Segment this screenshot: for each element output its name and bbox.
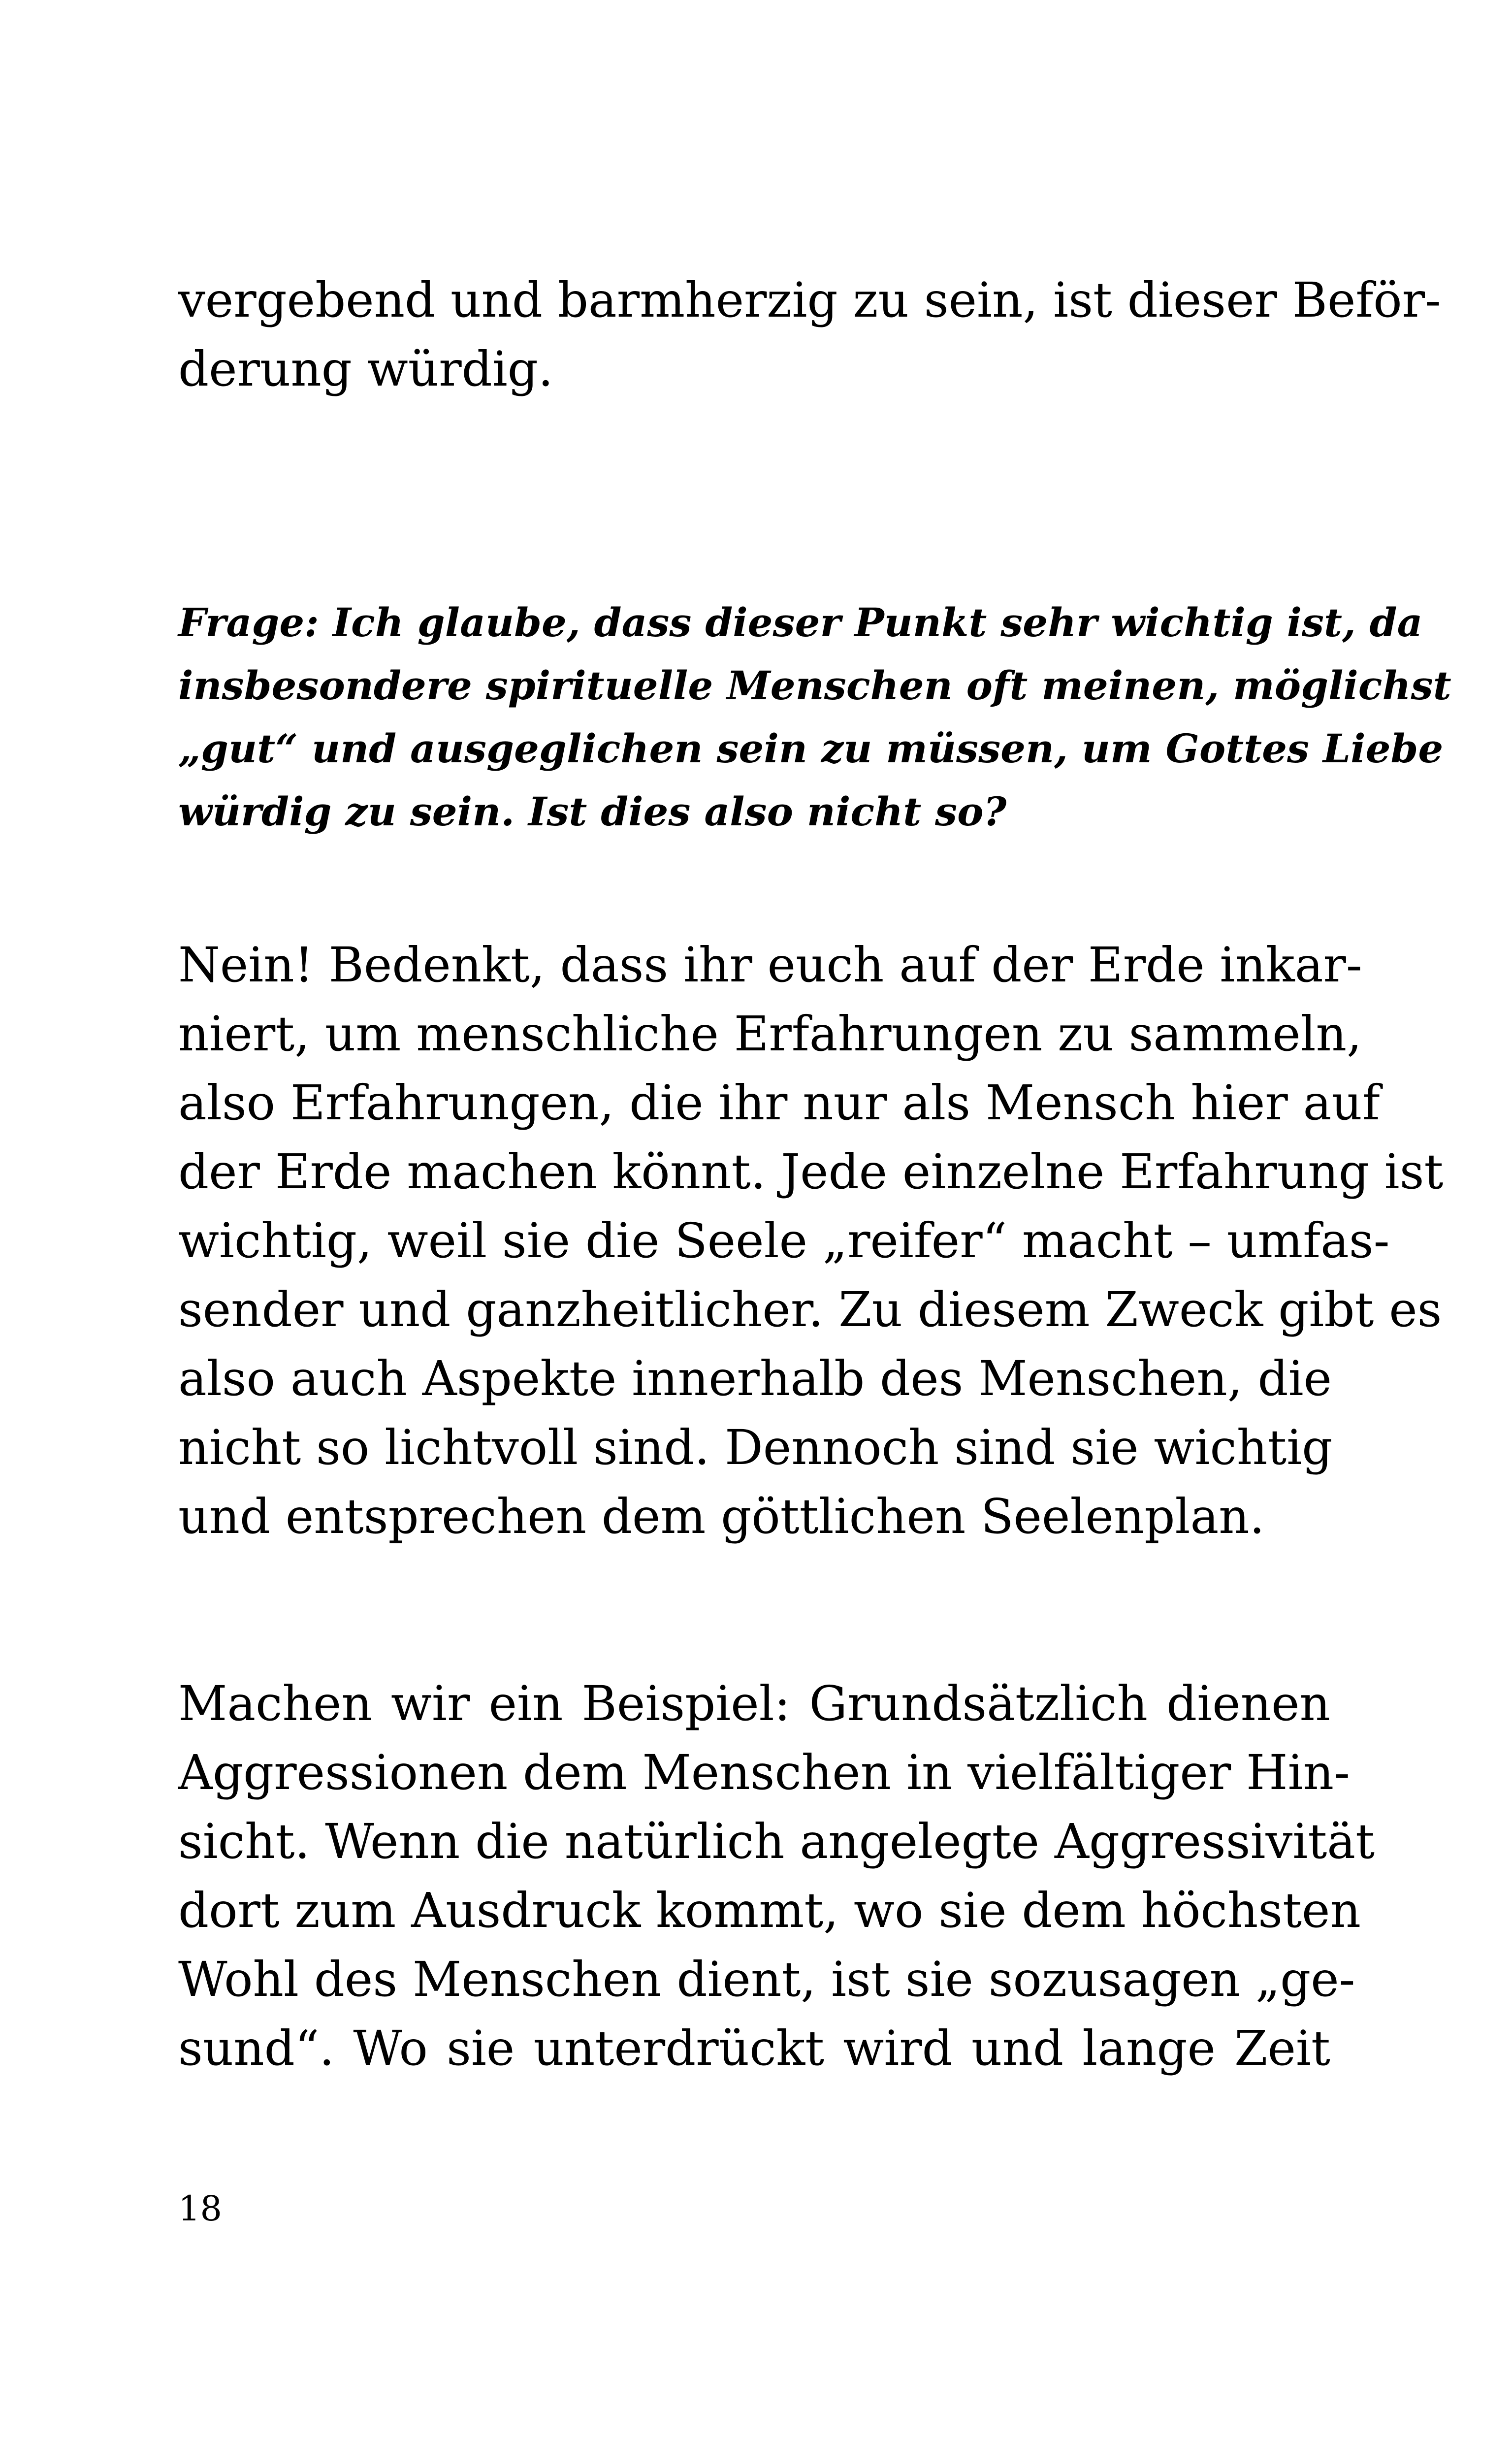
text-line: sender und ganzheitlicher. Zu diesem Zweck gibt es <box>178 1282 1442 1337</box>
text-line: niert, um menschliche Erfahrungen zu sammeln, <box>178 1006 1362 1062</box>
question-line: würdig zu sein. Ist dies also nicht so? <box>178 788 1007 835</box>
text-line: dort zum Ausdruck kommt, wo sie dem höchsten <box>178 1883 1361 1938</box>
text-line: sund“. Wo sie unterdrückt wird und lange Zeit <box>178 2020 1330 2076</box>
text-line: Aggressionen dem Menschen in vielfältiger Hin- <box>178 1745 1350 1800</box>
example-paragraph <box>178 1669 1375 2083</box>
text-line: vergebend und barmherzig zu sein, ist dieser Beför- <box>178 272 1441 328</box>
page-number: 18 <box>178 2188 223 2229</box>
question-line: „gut“ und ausgeglichen sein zu müssen, um Gottes Liebe <box>178 725 1444 772</box>
text-line: und entsprechen dem göttlichen Seelenplan. <box>178 1489 1265 1544</box>
question-line: insbesondere spirituelle Menschen oft meinen, möglichst <box>178 662 1451 709</box>
question-paragraph <box>178 591 1451 843</box>
text-line: also auch Aspekte innerhalb des Menschen, die <box>178 1351 1332 1406</box>
paragraph-continuation <box>178 266 1441 404</box>
text-line: Machen wir ein Beispiel: Grundsätzlich dienen <box>178 1676 1330 1731</box>
text-line: der Erde machen könnt. Jede einzelne Erfahrung ist <box>178 1144 1444 1200</box>
text-line: wichtig, weil sie die Seele „reifer“ macht – umfas- <box>178 1213 1390 1269</box>
text-line: Wohl des Menschen dient, ist sie sozusagen „ge- <box>178 1952 1355 2007</box>
question-line: Frage: Ich glaube, dass dieser Punkt sehr wichtig ist, da <box>178 599 1423 646</box>
text-line: derung würdig. <box>178 341 553 397</box>
text-line: also Erfahrungen, die ihr nur als Mensch hier auf <box>178 1075 1380 1131</box>
text-line: nicht so lichtvoll sind. Dennoch sind sie wichtig <box>178 1420 1333 1475</box>
answer-paragraph <box>178 931 1444 1551</box>
text-line: Nein! Bedenkt, dass ihr euch auf der Erde inkar- <box>178 937 1362 993</box>
text-line: sicht. Wenn die natürlich angelegte Aggressivität <box>178 1814 1375 1869</box>
